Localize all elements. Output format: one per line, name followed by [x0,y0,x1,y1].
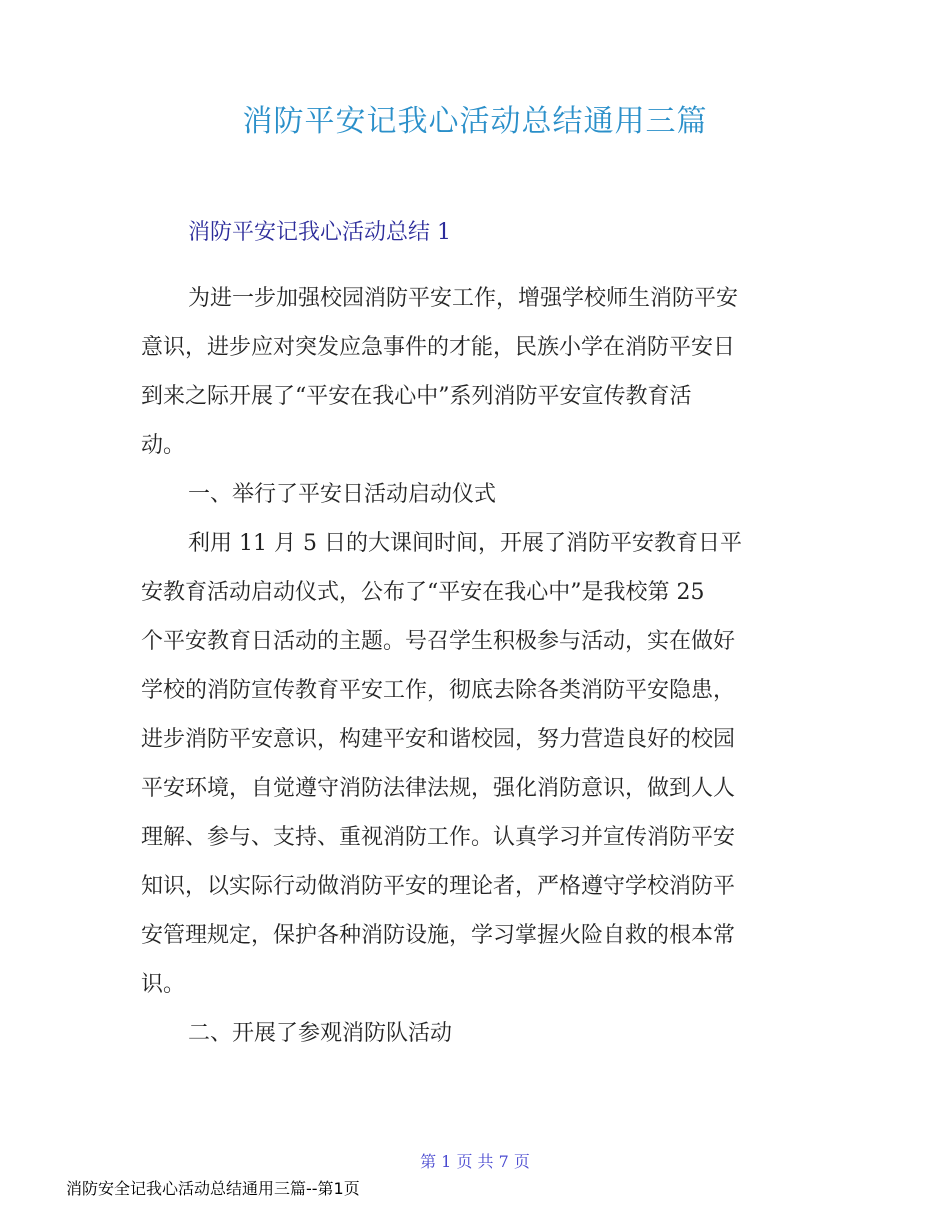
section-heading: 消防平安记我心活动总结 1 [188,220,451,245]
paragraph-line: 意识，进步应对突发应急事件的才能，民族小学在消防平安日 [141,335,736,360]
subheading-line: 二、开展了参观消防队活动 [188,1021,453,1046]
paragraph-line: 个平安教育日活动的主题。号召学生积极参与活动，实在做好 [141,629,736,654]
paragraph-line: 知识，以实际行动做消防平安的理论者，严格遵守学校消防平 [141,874,736,899]
paragraph-line: 学校的消防宣传教育平安工作，彻底去除各类消防平安隐患， [141,678,736,703]
paragraph-line: 平安环境，自觉遵守消防法律法规，强化消防意识，做到人人 [141,776,736,801]
subheading-line: 一、举行了平安日活动启动仪式 [188,482,497,507]
paragraph-line: 进步消防平安意识，构建平安和谐校园，努力营造良好的校园 [141,727,736,752]
paragraph-line: 识。 [141,972,186,997]
paragraph-line: 动。 [141,433,186,458]
page-number: 第 1 页 共 7 页 [420,1152,530,1171]
paragraph-line: 理解、参与、支持、重视消防工作。认真学习并宣传消防平安 [141,825,736,850]
document-title: 消防平安记我心活动总结通用三篇 [242,104,708,139]
paragraph-line: 利用 11 月 5 日的大课间时间，开展了消防平安教育日平 [188,531,742,556]
footer-title: 消防安全记我心活动总结通用三篇--第1页 [66,1179,360,1198]
paragraph-line: 安管理规定，保护各种消防设施，学习掌握火险自救的根本常 [141,923,736,948]
paragraph-line: 为进一步加强校园消防平安工作，增强学校师生消防平安 [188,286,739,311]
paragraph-line: 安教育活动启动仪式，公布了“平安在我心中”是我校第 25 [141,580,705,605]
paragraph-line: 到来之际开展了“平安在我心中”系列消防平安宣传教育活 [141,384,692,409]
